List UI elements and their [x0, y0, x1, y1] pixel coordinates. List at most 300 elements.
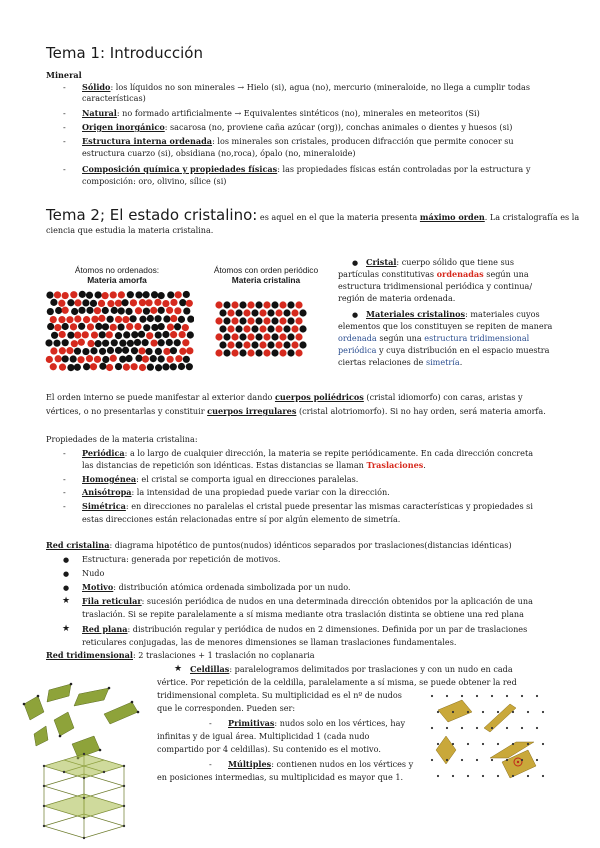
atom [86, 307, 93, 314]
list-item: Sólido: los líquidos no son minerales → Hielo (si), agua (no), mercurio (mineraloide, no llega a cumplir todas [82, 82, 530, 92]
atom [287, 317, 294, 324]
atom [275, 325, 282, 332]
atom [107, 300, 114, 307]
list-item-cont: composición: oro, olivino, sílice (si) [82, 176, 227, 186]
primitivas-def: Primitivas: nudos solo en los vértices, hay [228, 718, 406, 728]
atom [78, 339, 85, 346]
atom [123, 331, 130, 338]
atom [82, 299, 89, 306]
atom [47, 323, 54, 330]
atom [82, 331, 89, 338]
atom [46, 356, 53, 363]
atom [163, 348, 170, 355]
dash-icon: - [63, 82, 66, 92]
atom [62, 292, 69, 299]
atom [178, 363, 185, 370]
atom [45, 339, 52, 346]
list-item-cont: características) [82, 93, 146, 103]
lattice-node [536, 727, 538, 729]
bullet-icon: ● [352, 311, 359, 319]
celdillas-cont: tridimensional completa. Su multiplicidad es el nº de nudos [157, 690, 402, 700]
atom [118, 307, 125, 314]
atom [299, 325, 306, 332]
atom [166, 339, 173, 346]
atom [287, 333, 294, 340]
atom [175, 291, 182, 298]
lattice-node [452, 743, 454, 745]
dash-icon: - [63, 501, 66, 511]
dash-icon: - [63, 448, 66, 458]
atom [275, 309, 282, 316]
bullet-icon: ● [63, 584, 70, 592]
atom [287, 349, 294, 356]
atom [251, 309, 258, 316]
atom [271, 301, 278, 308]
atom [167, 356, 174, 363]
tema2-title: Tema 2; El estado cristalino: [46, 206, 258, 224]
atom [115, 363, 122, 370]
atom [275, 341, 282, 348]
atom [125, 308, 132, 315]
atom [215, 301, 222, 308]
atom [135, 307, 142, 314]
primitivas-cont: infinitas y de igual área. Multiplicidad 1 (cada nudo [157, 731, 370, 741]
atom [167, 291, 174, 298]
lattice-node [461, 759, 463, 761]
mineral-heading: Mineral [46, 70, 82, 80]
lattice-node [467, 775, 469, 777]
atom [247, 301, 254, 308]
atom [158, 339, 165, 346]
atom [71, 308, 78, 315]
atom [155, 364, 162, 371]
lattice-node [446, 759, 448, 761]
atom [95, 323, 102, 330]
dash-icon: - [209, 718, 212, 728]
lattice-node [446, 727, 448, 729]
atom [62, 355, 69, 362]
atom [59, 364, 66, 371]
red-cristalina-def: Red cristalina: diagrama hipotético de puntos(nudos) idénticos separados por traslaciones(distancias idénticas) [46, 540, 512, 550]
atom [158, 355, 165, 362]
atom [151, 324, 158, 331]
atom [62, 307, 69, 314]
atom [47, 308, 54, 315]
atom [219, 325, 226, 332]
atom [235, 309, 242, 316]
atom [67, 299, 74, 306]
atom [179, 299, 186, 306]
atom [155, 331, 162, 338]
atom [139, 364, 146, 371]
atom [127, 340, 134, 347]
atom [150, 307, 157, 314]
atom [255, 301, 262, 308]
atom [122, 347, 129, 354]
atom [147, 364, 154, 371]
atom [247, 349, 254, 356]
atom [87, 340, 94, 347]
dash-icon: - [209, 759, 212, 769]
atom [279, 349, 286, 356]
atom [271, 349, 278, 356]
atom [174, 339, 181, 346]
atom [119, 340, 126, 347]
atom [70, 323, 77, 330]
atom [295, 317, 302, 324]
atom [295, 349, 302, 356]
star-bullet-icon: ★ [62, 596, 71, 606]
lattice-node [536, 759, 538, 761]
atom [106, 364, 113, 371]
atom [111, 339, 118, 346]
lattice-node [542, 711, 544, 713]
atom [219, 341, 226, 348]
atom [54, 324, 61, 331]
atom [90, 363, 97, 370]
atom [158, 307, 165, 314]
atom [51, 332, 58, 339]
atom [86, 292, 93, 299]
atom [106, 331, 113, 338]
atom [142, 355, 149, 362]
atom [263, 333, 270, 340]
atom [143, 308, 150, 315]
atom [243, 309, 250, 316]
atom [91, 316, 98, 323]
lattice-3d-illustration [14, 674, 154, 844]
atom [142, 339, 149, 346]
dash-icon: - [63, 108, 66, 118]
atom [138, 331, 145, 338]
atom [87, 323, 94, 330]
atom [115, 332, 122, 339]
atom [53, 340, 60, 347]
list-item-cont: las distancias de repetición son idénticas. Estas distancias se llaman Traslaciones. [82, 460, 426, 470]
atom [183, 307, 190, 314]
atom [78, 307, 85, 314]
atom [239, 349, 246, 356]
red-tridimensional-def: Red tridimensional: 2 traslaciones + 1 traslación no coplanaria [46, 650, 315, 660]
crystalline-atoms-figure [214, 300, 312, 362]
atom [83, 363, 90, 370]
atom [182, 324, 189, 331]
atom [263, 301, 270, 308]
atom [94, 307, 101, 314]
orden-paragraph: El orden interno se puede manifestar al exterior dando cuerpos poliédricos (cristal idiomorfo) con caras, aristas y [46, 392, 523, 402]
atom [186, 363, 193, 370]
list-item: Homogénea: el cristal se comporta igual en direcciones paralelas. [82, 474, 359, 484]
atom [66, 316, 73, 323]
atom [170, 299, 177, 306]
atom [110, 355, 117, 362]
atom [215, 333, 222, 340]
list-item-cont: estructura cuarzo (si), obsidiana (no,roca), ópalo (no, mineraloide) [82, 148, 356, 158]
lattice-node [476, 727, 478, 729]
lattice-node [452, 775, 454, 777]
atom [283, 341, 290, 348]
star-bullet-icon: ★ [174, 664, 183, 674]
lattice-node [512, 743, 514, 745]
lattice-node [497, 743, 499, 745]
atom [271, 333, 278, 340]
atom [299, 309, 306, 316]
atom [143, 324, 150, 331]
atom [50, 347, 57, 354]
cristal-def: Cristal: cuerpo sólido que tiene sus [366, 257, 515, 267]
atom [162, 300, 169, 307]
atom [219, 309, 226, 316]
atom [99, 348, 106, 355]
lattice-node [482, 711, 484, 713]
atom [58, 316, 65, 323]
tema2-def-cont: ciencia que estudia la materia cristalina. [46, 225, 214, 235]
atom [178, 316, 185, 323]
atom [158, 323, 165, 330]
lattice-node [437, 743, 439, 745]
atom [131, 347, 138, 354]
lattice-node [467, 711, 469, 713]
atom [231, 333, 238, 340]
fila-reticular-def: Fila reticular: sucesión periódica de nudos en una determinada dirección obtenidos por la aplicación de una [82, 596, 533, 606]
atom [135, 291, 142, 298]
atom [182, 339, 189, 346]
atom [223, 333, 230, 340]
atom [71, 340, 78, 347]
lattice-node [461, 695, 463, 697]
primitivas-cont: compartido por 4 celdillas). Su contenido es el motivo. [157, 744, 381, 754]
bullet-icon: ● [63, 556, 70, 564]
atom [55, 355, 62, 362]
atom [119, 356, 126, 363]
fig-cristalina-label: Átomos con orden periódico Materia cristalina [213, 265, 319, 285]
props-title: Propiedades de la materia cristalina: [46, 434, 198, 444]
atom [117, 323, 124, 330]
atom [267, 309, 274, 316]
atom [186, 300, 193, 307]
list-item: Origen inorgánico: sacarosa (no, proviene caña azúcar (org)), conchas animales o dientes y huesos (si) [82, 122, 513, 132]
atom [134, 323, 141, 330]
atom [102, 323, 109, 330]
atom [67, 332, 74, 339]
bullet-icon: ● [63, 570, 70, 578]
atom [74, 299, 81, 306]
atom [118, 291, 125, 298]
atom [243, 341, 250, 348]
atom [227, 341, 234, 348]
fila-reticular-cont: traslación. Si se repite paralelamente a sí misma mediante otra traslación distinta se obtiene una red plana [82, 609, 524, 619]
atom [127, 291, 134, 298]
atom [83, 316, 90, 323]
atom [59, 347, 66, 354]
celdillas-cont: vértice. Por repetición de la celdilla, paralelamente a sí misma, se puede obtener la red [157, 677, 517, 687]
lattice-node [536, 695, 538, 697]
atom [54, 291, 61, 298]
atom [131, 331, 138, 338]
lattice-node [527, 711, 529, 713]
atom [235, 341, 242, 348]
lattice-node [512, 775, 514, 777]
atom [231, 317, 238, 324]
atom [70, 355, 77, 362]
lattice-node [497, 775, 499, 777]
atom [155, 348, 162, 355]
list-item: Simétrica: en direcciones no paralelas el cristal puede presentar las mismas características y propiedades si [82, 501, 533, 511]
atom [58, 300, 65, 307]
lattice-node [527, 743, 529, 745]
lattice-node [437, 711, 439, 713]
multiples-def: Múltiples: contienen nudos en los vértices y [228, 759, 414, 769]
lattice-node [506, 727, 508, 729]
atom [126, 323, 133, 330]
atom [95, 340, 102, 347]
amorphous-atoms-figure [44, 289, 194, 374]
lattice-node [491, 695, 493, 697]
atom [59, 331, 66, 338]
list-item: Estructura: generada por repetición de motivos. [82, 554, 281, 564]
atom [115, 300, 122, 307]
atom [142, 291, 149, 298]
orden-paragraph-cont: vértices, o no presentarlas y constituir cuerpos irregulares (cristal alotriomorfo). Si no hay orden, será materia amorfa. [46, 406, 546, 416]
atom [231, 301, 238, 308]
atom [90, 300, 97, 307]
materiales-def-cont: ciertas relaciones de simetría. [338, 357, 463, 367]
red-plana-cont: reticulares conjugadas, las de menores dimensiones se llaman traslaciones fundamentales. [82, 637, 457, 647]
atom [154, 299, 161, 306]
atom [146, 332, 153, 339]
atom [170, 331, 177, 338]
atom [130, 315, 137, 322]
atom [121, 299, 128, 306]
atom [99, 331, 106, 338]
lattice-node [521, 759, 523, 761]
atom [50, 316, 57, 323]
atom [94, 356, 101, 363]
lattice-node [437, 775, 439, 777]
atom [98, 300, 105, 307]
atom [183, 291, 190, 298]
dash-icon: - [63, 487, 66, 497]
atom [167, 324, 174, 331]
atom [125, 355, 132, 362]
dash-icon: - [63, 164, 66, 174]
atom [79, 291, 86, 298]
atom [115, 316, 122, 323]
atom [102, 340, 109, 347]
atom [130, 299, 137, 306]
lattice-node [521, 695, 523, 697]
atom [46, 291, 53, 298]
cristal-def-cont: partículas constitutivas ordenadas según una [338, 269, 529, 279]
atom [90, 347, 97, 354]
atom [162, 363, 169, 370]
atom [283, 325, 290, 332]
atom [279, 317, 286, 324]
atom [102, 292, 109, 299]
atom [95, 291, 102, 298]
fig-amorfa-label: Átomos no ordenados: Materia amorfa [74, 265, 160, 285]
celdillas-cont: que le corresponden. Pueden ser: [157, 703, 296, 713]
atom [150, 339, 157, 346]
atom [227, 325, 234, 332]
atom [62, 339, 69, 346]
atom [243, 325, 250, 332]
atom [295, 301, 302, 308]
atom [247, 317, 254, 324]
atom [147, 315, 154, 322]
lattice-node [461, 727, 463, 729]
atom [251, 325, 258, 332]
atom [123, 363, 130, 370]
atom [299, 341, 306, 348]
atom [187, 331, 194, 338]
atom [158, 292, 165, 299]
cristal-def-cont: región de materia ordenada. [338, 293, 456, 303]
materiales-def: Materiales cristalinos: materiales cuyos [366, 309, 540, 319]
atom [131, 363, 138, 370]
atom [74, 364, 81, 371]
lattice-node [527, 775, 529, 777]
atom [66, 347, 73, 354]
atom [283, 309, 290, 316]
atom [55, 307, 62, 314]
star-bullet-icon: ★ [62, 624, 71, 634]
atom [50, 299, 57, 306]
atom [215, 349, 222, 356]
atom [187, 316, 194, 323]
atom [154, 315, 161, 322]
lattice-node [506, 695, 508, 697]
materiales-def-cont: elementos que los constituyen se repiten de manera [338, 321, 553, 331]
dash-icon: - [63, 136, 66, 146]
atom [162, 331, 169, 338]
atom [291, 341, 298, 348]
atom [227, 309, 234, 316]
atom [110, 291, 117, 298]
atom [183, 356, 190, 363]
atom [179, 331, 186, 338]
lattice-node [476, 695, 478, 697]
atom [111, 307, 118, 314]
lattice-node [491, 727, 493, 729]
lattice-node [497, 711, 499, 713]
atom [115, 347, 122, 354]
lattice-node [512, 711, 514, 713]
atom [134, 339, 141, 346]
atom [235, 325, 242, 332]
atom [145, 299, 152, 306]
atom [74, 331, 81, 338]
atom [107, 347, 114, 354]
atom [77, 356, 84, 363]
atom [174, 307, 181, 314]
atom [62, 323, 69, 330]
atom [74, 315, 81, 322]
atom [122, 316, 129, 323]
cristal-def-cont: estructura tridimensional periódica y continua/ [338, 281, 533, 291]
red-plana-def: Red plana: distribución regular y periódica de nudos en 2 dimensiones. Definida por un par de traslaciones [82, 624, 528, 634]
atom [239, 333, 246, 340]
lattice-node [431, 695, 433, 697]
atom [267, 341, 274, 348]
atom [259, 309, 266, 316]
atom [295, 333, 302, 340]
atom [91, 331, 98, 338]
atom [231, 349, 238, 356]
dash-icon: - [63, 122, 66, 132]
dash-icon: - [63, 474, 66, 484]
atom [163, 315, 170, 322]
